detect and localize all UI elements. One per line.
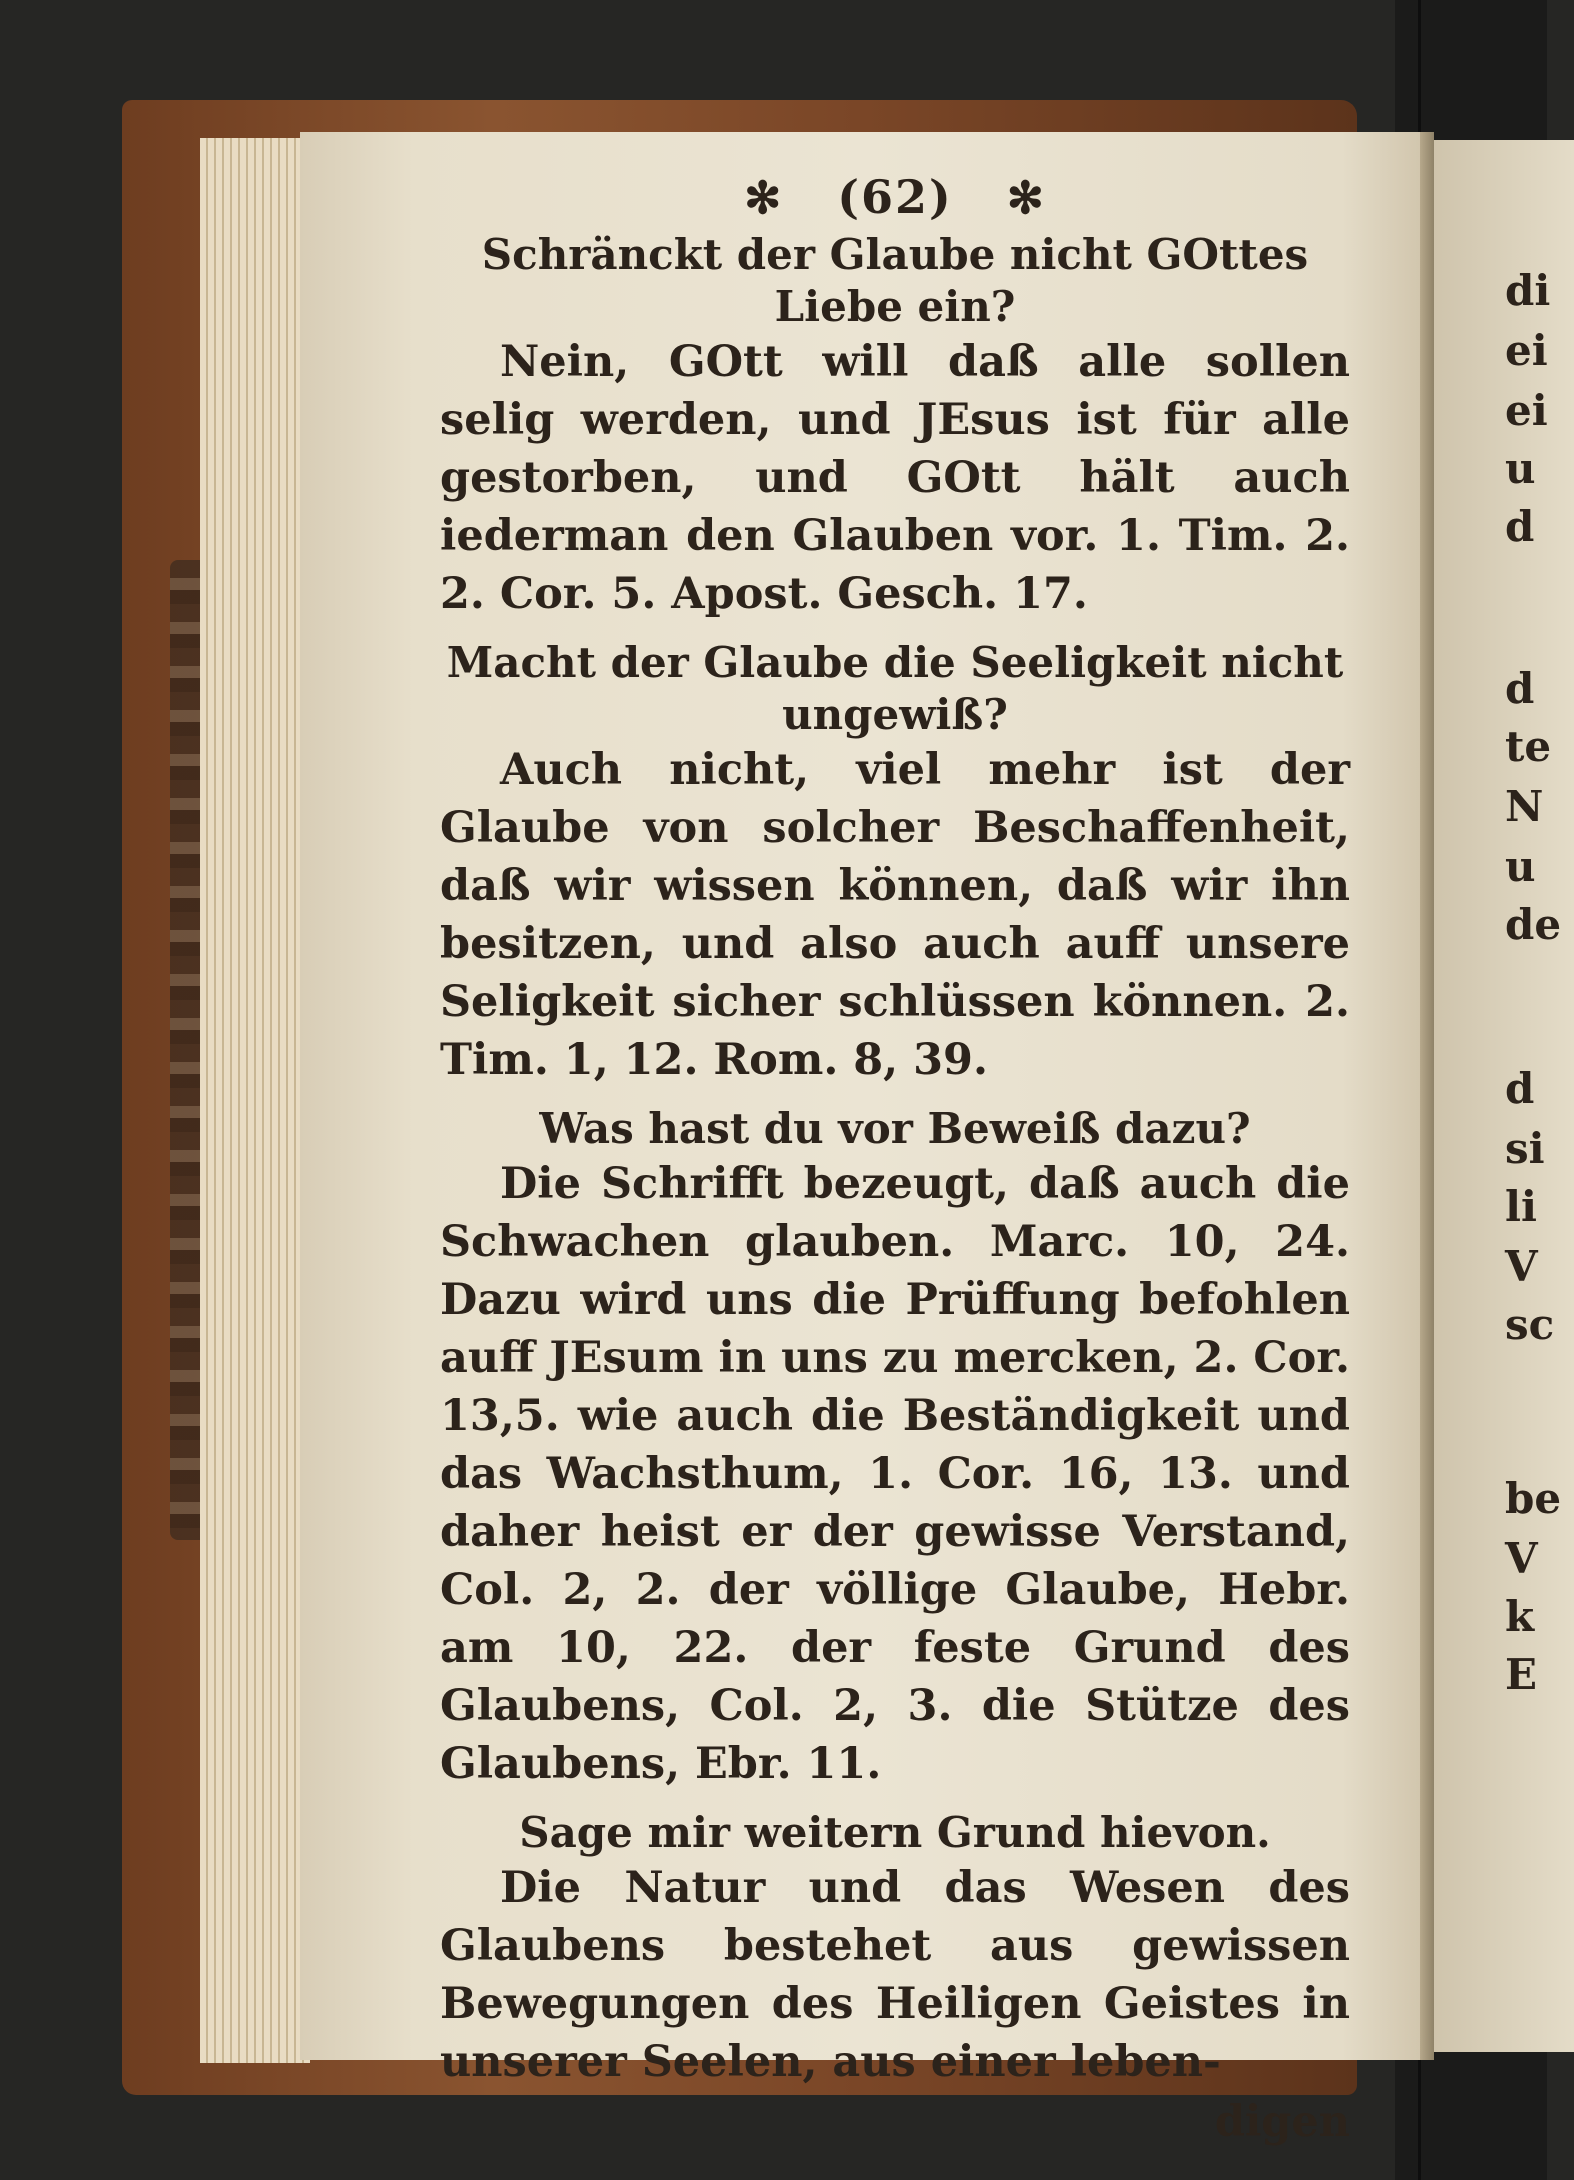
- facing-page-fragment: E: [1505, 1650, 1538, 1699]
- facing-page-fragment: k: [1505, 1592, 1535, 1641]
- question-line: Schränckt der Glaube nicht GOttes: [481, 230, 1309, 279]
- question-line: Was hast du vor Beweiß dazu?: [539, 1104, 1251, 1153]
- question-line: ungewiß?: [782, 690, 1008, 739]
- facing-page-fragment: u: [1505, 444, 1536, 493]
- facing-page-fragment: V: [1505, 1534, 1538, 1583]
- facing-page-fragment: d: [1505, 502, 1535, 551]
- running-head: [440, 165, 1350, 229]
- answer-3: Die Schrifft bezeugt, daß auch die Schwachen glauben. Marc. 10, 24. Dazu wird uns die Prüffung befohlen auff JEsum in uns zu mercken, 2. Cor. 13,5. wie auch die Beständigkeit und das Wachsthum, 1. Cor. 16, 13. und daher heist er der gewisse Verstand, Col. 2, 2. der völlige Glaube, Hebr. am 10, 22. der feste Grund des Glaubens, Col. 2, 3. die Stütze des Glaubens, Ebr. 11.: [440, 1159, 1350, 1789]
- answer-2: Auch nicht, viel mehr ist der Glaube von solcher Beschaffenheit, daß wir wissen können, daß wir ihn besitzen, und also auch auff unsere Seligkeit sicher schlüssen können. 2. Tim. 1, 12. Rom. 8, 39.: [440, 745, 1350, 1085]
- question-2: [440, 637, 1350, 741]
- question-1: [440, 229, 1350, 333]
- page-number: (62): [837, 170, 953, 224]
- catchword: digen: [1214, 2097, 1350, 2147]
- facing-page-fragment: ei: [1505, 326, 1548, 375]
- answer-1: Nein, GOtt will daß alle sollen selig werden, und JEsus ist für alle gestorben, und GOtt hält auch iederman den Glauben vor. 1. Tim. 2. 2. Cor. 5. Apost. Gesch. 17.: [440, 337, 1350, 619]
- facing-page-fragment: te: [1505, 722, 1552, 771]
- page-edges: [200, 138, 310, 2063]
- facing-page-fragment: di: [1505, 266, 1551, 315]
- ornament-right-icon: ✻: [1006, 173, 1046, 224]
- facing-page-fragment: ei: [1505, 386, 1548, 435]
- facing-page-fragment: li: [1505, 1182, 1537, 1231]
- facing-page-fragment: si: [1505, 1124, 1545, 1173]
- page-text: [440, 165, 1350, 2151]
- question-line: Sage mir weitern Grund hievon.: [519, 1808, 1271, 1857]
- facing-page-fragment: d: [1505, 664, 1535, 713]
- question-4: [440, 1807, 1350, 1859]
- question-line: Liebe ein?: [774, 282, 1016, 331]
- answer-4: Die Natur und das Wesen des Glaubens bestehet aus gewissen Bewegungen des Heiligen Geistes in unserer Seelen, aus einer leben-: [440, 1863, 1350, 2087]
- facing-page-fragment: be: [1505, 1474, 1562, 1523]
- question-3: [440, 1103, 1350, 1155]
- facing-page-fragment: N: [1505, 782, 1544, 831]
- ornament-left-icon: ✻: [744, 173, 784, 224]
- book-gutter: [1420, 132, 1434, 2060]
- facing-page-fragment: de: [1505, 900, 1562, 949]
- facing-page-fragment: u: [1505, 842, 1536, 891]
- facing-page-fragment: sc: [1505, 1300, 1555, 1349]
- right-page: [1434, 140, 1574, 2052]
- question-line: Macht der Glaube die Seeligkeit nicht: [446, 638, 1344, 687]
- facing-page-fragment: V: [1505, 1242, 1538, 1291]
- facing-page-fragment: d: [1505, 1064, 1535, 1113]
